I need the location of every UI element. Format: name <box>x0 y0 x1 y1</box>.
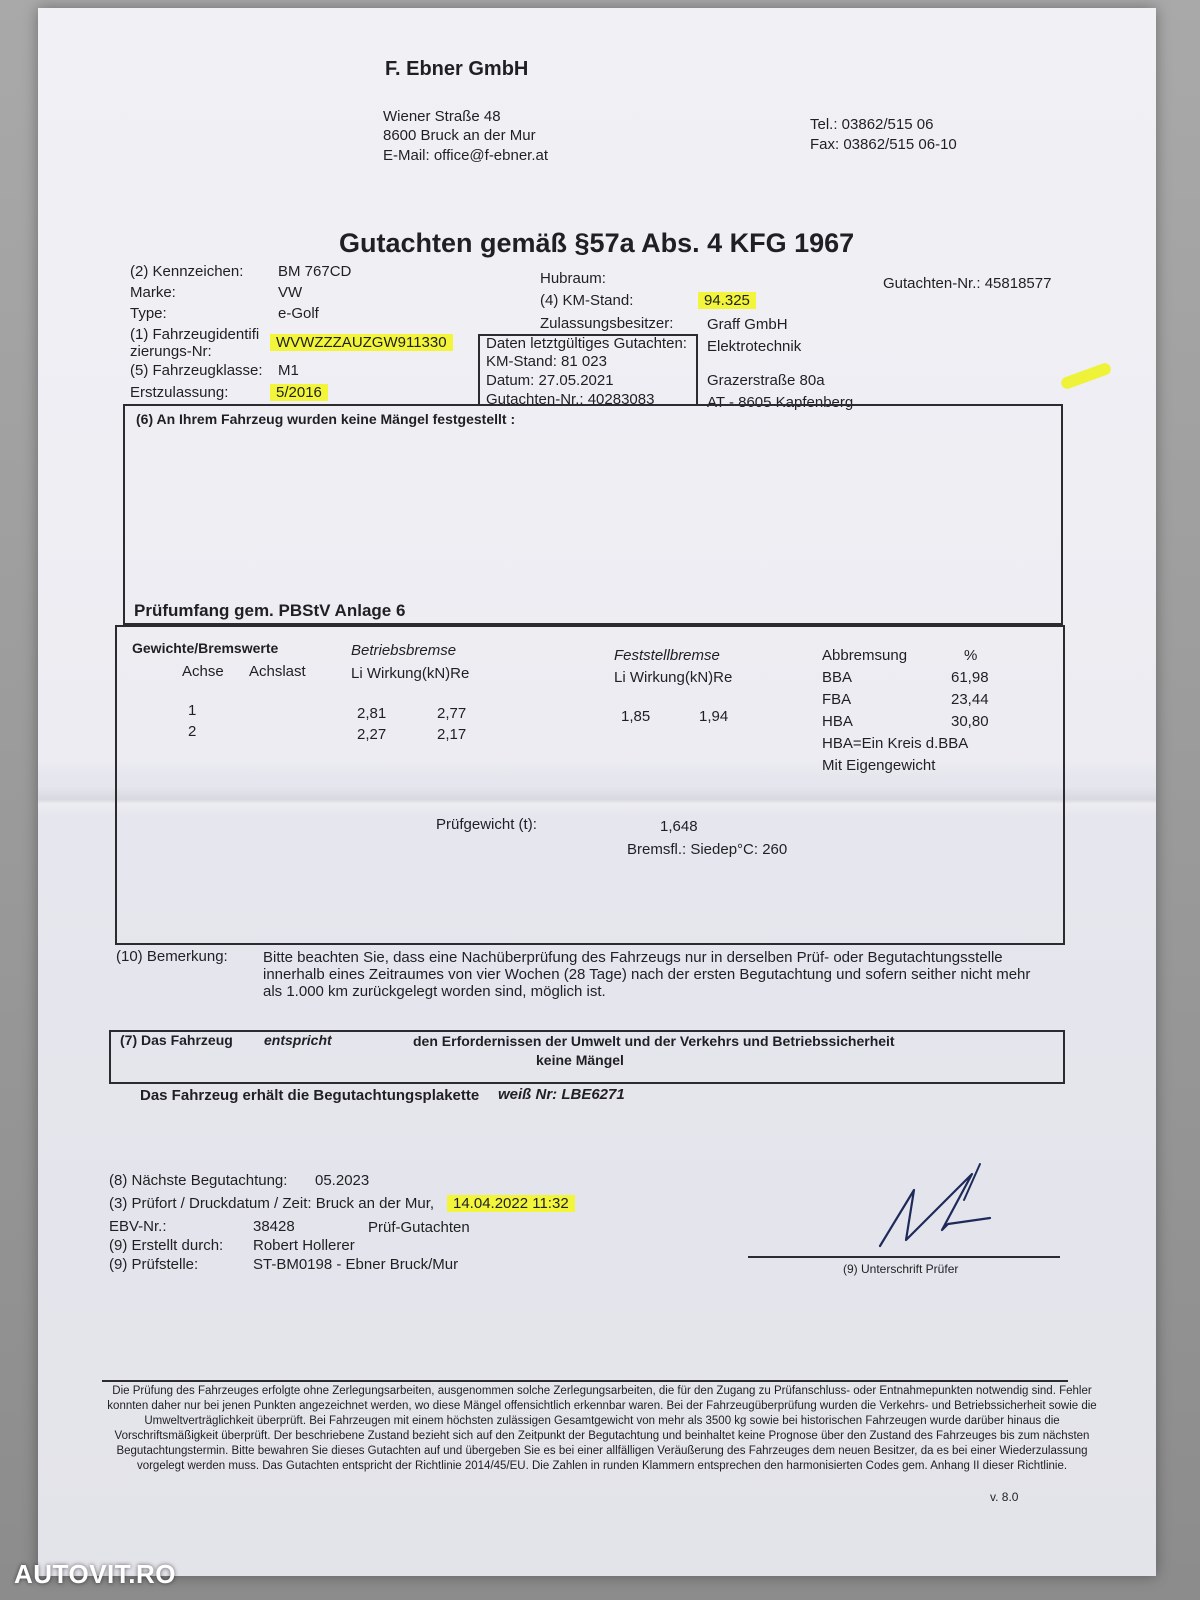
zulassungsbesitzer-label: Zulassungsbesitzer: <box>540 315 674 332</box>
erstzulassung-value: 5/2016 <box>270 384 328 401</box>
pruefort-label: (3) Prüfort / Druckdatum / Zeit: Bruck an der Mur, <box>109 1195 435 1212</box>
fin-label-line1: (1) Fahrzeugidentifi <box>130 326 260 343</box>
achse-header: Achse <box>182 663 224 680</box>
pruefstelle-label: (9) Prüfstelle: <box>109 1256 199 1273</box>
company-email: E-Mail: office@f-ebner.at <box>383 147 549 164</box>
percent-header: % <box>964 647 978 664</box>
highlighter-stroke <box>1060 361 1113 390</box>
km-stand-label: (4) KM-Stand: <box>540 292 634 309</box>
axle-1-service-right: 2,77 <box>437 705 467 722</box>
axle-1-parking-left: 1,85 <box>621 708 651 725</box>
company-tel: Tel.: 03862/515 06 <box>810 116 934 133</box>
hba-label: HBA <box>822 713 853 730</box>
marke-label: Marke: <box>130 284 176 301</box>
km-stand-value: 94.325 <box>698 292 756 309</box>
ebv-type: Prüf-Gutachten <box>368 1219 470 1236</box>
axle-2-number: 2 <box>188 723 197 740</box>
feststellbremse-subheader: Li Wirkung(kN)Re <box>614 669 733 686</box>
company-name: F. Ebner GmbH <box>385 58 529 80</box>
erstellt-value: Robert Hollerer <box>253 1237 355 1254</box>
marke-value: VW <box>278 284 303 301</box>
legal-footer: Die Prüfung des Fahrzeuges erfolgte ohne Zerlegungsarbeiten, ausgenommen solche Zerlegungsarbeiten, die für den Zugang zu Prüfanschluss- oder Entnahmepunkten notwendig sind. Fehler konnten daher nur bei jenen Punkten angezeichnet werden, wo diese Mängel offensichtlich erkennbar waren. Bei der Fahrzeugüberprüfung wurden die Verkehrs- und Betriebssicherheit sowie die Umweltverträglichkeit überprüft. Bei Fahrzeugen mit einem höchsten zulässigen Gesamtgewicht von mehr als 3500 kg sowie bei historischen Fahrzeugen wurde darüber hinaus die Vorschriftsmäßigkeit überprüft. Der beschriebene Zustand bezieht sich auf den Zeitpunkt der Begutachtung und beinhaltet keine Prognose über den Zustand des Fahrzeuges bis zum nächsten Begutachtungstermin. Bitte bewahren Sie dieses Gutachten auf und übergeben Sie es bei einer allfälligen Veräußerung des Fahrzeuges dem neuen Besitzer, da es bei einer Wiederzulassung vorgelegt werden muss. Das Gutachten entspricht der Richtlinie 2014/45/EU. Die Zahlen in runden Klammern entsprechen den harmonisierten Codes gem. Anhang II dieser Richtlinie. <box>107 1385 1097 1472</box>
pruefort-datetime: 14.04.2022 11:32 <box>447 1195 575 1212</box>
ebv-value: 38428 <box>253 1218 295 1235</box>
company-fax: Fax: 03862/515 06-10 <box>810 136 957 153</box>
hba-note: HBA=Ein Kreis d.BBA <box>822 735 969 752</box>
defects-title: (6) An Ihrem Fahrzeug wurden keine Mängel festgestellt : <box>136 411 516 427</box>
abbremsung-header: Abbremsung <box>822 647 908 664</box>
previous-report-nr: Gutachten-Nr.: 40283083 <box>486 391 655 408</box>
owner-name: Graff GmbH <box>707 316 788 333</box>
fba-value: 23,44 <box>951 691 989 708</box>
inspection-document <box>38 8 1156 1576</box>
footer-divider <box>102 1380 1068 1382</box>
axle-1-number: 1 <box>188 702 197 719</box>
compliance-text: den Erfordernissen der Umwelt und der Verkehrs und Betriebssicherheit <box>413 1033 895 1049</box>
type-label: Type: <box>130 305 167 322</box>
achslast-header: Achslast <box>249 663 306 680</box>
bremsfluessigkeit-siedepunkt: Bremsfl.: Siedep°C: 260 <box>627 841 788 858</box>
previous-report-title: Daten letztgültiges Gutachten: <box>486 335 687 352</box>
pruefstelle-value: ST-BM0198 - Ebner Bruck/Mur <box>253 1256 459 1273</box>
ebv-label: EBV-Nr.: <box>109 1218 167 1235</box>
erstellt-label: (9) Erstellt durch: <box>109 1237 224 1254</box>
fahrzeugklasse-value: M1 <box>278 362 299 379</box>
axle-2-service-right: 2,17 <box>437 726 467 743</box>
naechste-begutachtung-label: (8) Nächste Begutachtung: <box>109 1172 288 1189</box>
watermark-logo: AUTOVIT.RO <box>14 1559 176 1589</box>
plakette-number: weiß Nr: LBE6271 <box>498 1086 625 1103</box>
previous-date: Datum: 27.05.2021 <box>486 372 614 389</box>
fahrzeugklasse-label: (5) Fahrzeugklasse: <box>130 362 263 379</box>
document-title: Gutachten gemäß §57a Abs. 4 KFG 1967 <box>339 228 855 258</box>
owner-name2: Elektrotechnik <box>707 338 802 355</box>
betriebsbremse-subheader: Li Wirkung(kN)Re <box>351 665 470 682</box>
defects-box <box>123 404 1063 625</box>
company-street: Wiener Straße 48 <box>383 108 501 125</box>
axle-1-service-left: 2,81 <box>357 705 387 722</box>
remark-text: Bitte beachten Sie, dass eine Nachüberprüfung des Fahrzeugs nur in derselben Prüf- oder Begutachtungsstelle innerhalb eines Zeitraumes von vier Wochen (28 Tage) nach der ersten Begutachtung und sofern seither nicht mehr als 1.000 km zurückgelegt worden sind, möglich ist. <box>263 949 1031 1000</box>
axle-2-service-left: 2,27 <box>357 726 387 743</box>
owner-street: Grazerstraße 80a <box>707 372 825 389</box>
pruefumfang-title: Prüfumfang gem. PBStV Anlage 6 <box>134 601 406 620</box>
compliance-label: (7) Das Fahrzeug <box>120 1032 233 1048</box>
kennzeichen-value: BM 767CD <box>278 263 352 280</box>
signature-image <box>868 1148 1008 1248</box>
company-city: 8600 Bruck an der Mur <box>383 127 536 144</box>
feststellbremse-header: Feststellbremse <box>614 647 720 664</box>
kennzeichen-label: (2) Kennzeichen: <box>130 263 244 280</box>
signature-line <box>748 1256 1060 1258</box>
hubraum-label: Hubraum: <box>540 270 606 287</box>
compliance-subtext: keine Mängel <box>536 1052 624 1068</box>
version-number: v. 8.0 <box>990 1490 1019 1504</box>
pruefgewicht-value: 1,648 <box>660 818 698 835</box>
pruefgewicht-label: Prüfgewicht (t): <box>436 816 537 833</box>
compliance-status: entspricht <box>264 1032 332 1048</box>
eigengewicht-note: Mit Eigengewicht <box>822 757 936 774</box>
signature-label: (9) Unterschrift Prüfer <box>843 1262 959 1276</box>
plakette-text: Das Fahrzeug erhält die Begutachtungsplakette <box>140 1087 480 1104</box>
previous-km: KM-Stand: 81 023 <box>486 353 607 370</box>
axle-1-parking-right: 1,94 <box>699 708 729 725</box>
fin-label-line2: zierungs-Nr: <box>130 343 212 360</box>
remark-label: (10) Bemerkung: <box>116 948 228 965</box>
fba-label: FBA <box>822 691 852 708</box>
type-value: e-Golf <box>278 305 319 322</box>
naechste-begutachtung-value: 05.2023 <box>315 1172 370 1189</box>
erstzulassung-label: Erstzulassung: <box>130 384 229 401</box>
gewichte-header: Gewichte/Bremswerte <box>132 640 279 656</box>
bba-label: BBA <box>822 669 853 686</box>
betriebsbremse-header: Betriebsbremse <box>351 642 457 659</box>
gutachten-nr: Gutachten-Nr.: 45818577 <box>883 275 1052 292</box>
fin-value: WVWZZZAUZGW911330 <box>270 334 453 351</box>
owner-city: AT - 8605 Kapfenberg <box>707 394 854 411</box>
hba-value: 30,80 <box>951 713 989 730</box>
bba-value: 61,98 <box>951 669 989 686</box>
